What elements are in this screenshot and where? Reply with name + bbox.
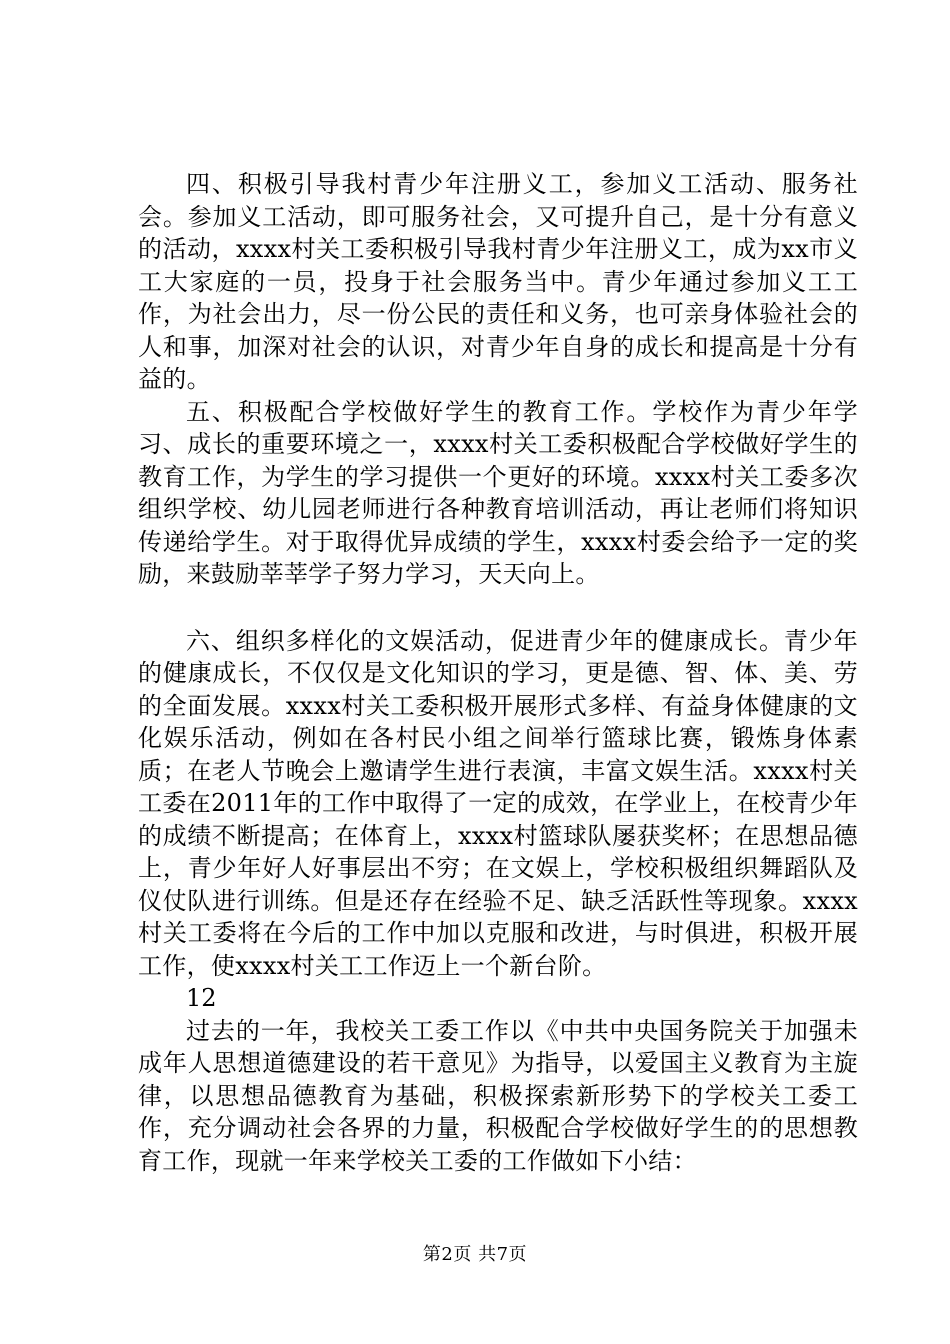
document-body <box>138 168 858 1177</box>
paragraph-school-education: 五、积极配合学校做好学生的教育工作。学校作为青少年学习、成长的重要环境之一，xxxx村关工委积极配合学校做好学生的教育工作，为学生的学习提供一个更好的环境。xxxx村关工委多次组织学校、幼儿园老师进行各种教育培训活动，再让老师们将知识传递给学生。对于取得优异成绩的学生，xxxx村委会给予一定的奖励，来鼓励莘莘学子努力学习，天天向上。 <box>138 397 858 588</box>
paragraph-spacer <box>138 591 858 625</box>
paragraph-recreation: 六、组织多样化的文娱活动，促进青少年的健康成长。青少年的健康成长，不仅仅是文化知识的学习，更是德、智、体、美、劳的全面发展。xxxx村关工委积极开展形式多样、有益身体健康的文化娱乐活动，例如在各村民小组之间举行篮球比赛，锻炼身体素质；在老人节晚会上邀请学生进行表演，丰富文娱生活。xxxx村关工委在2011年的工作中取得了一定的成效，在学业上，在校青少年的成绩不断提高；在体育上，xxxx村篮球队屡获奖杯；在思想品德上，青少年好人好事层出不穷；在文娱上，学校积极组织舞蹈队及仪仗队进行训练。但是还存在经验不足、缺乏活跃性等现象。xxxx村关工委将在今后的工作中加以克服和改进，与时俱进，积极开展工作，使xxxx村关工工作迈上一个新台阶。 <box>138 626 858 980</box>
page-footer: 第2页 共7页 <box>422 1244 528 1265</box>
paragraph-volunteer: 四、积极引导我村青少年注册义工，参加义工活动、服务社会。参加义工活动，即可服务社会，又可提升自己，是十分有意义的活动，xxxx村关工委积极引导我村青少年注册义工，成为xx市义工大家庭的一员，投身于社会服务当中。青少年通过参加义工工作，为社会出力，尽一份公民的责任和义务，也可亲身体验社会的人和事，加深对社会的认识，对青少年自身的成长和提高是十分有益的。 <box>138 170 858 393</box>
section-number: 12 <box>186 984 217 1012</box>
paragraph-summary-intro: 过去的一年，我校关工委工作以《中共中央国务院关于加强未成年人思想道德建设的若干意见》为指导，以爱国主义教育为主旋律，以思想品德教育为基础，积极探索新形势下的学校关工委工作，充分调动社会各界的力量，积极配合学校做好学生的的思想教育工作，现就一年来学校关工委的工作做如下小结： <box>138 1016 858 1175</box>
